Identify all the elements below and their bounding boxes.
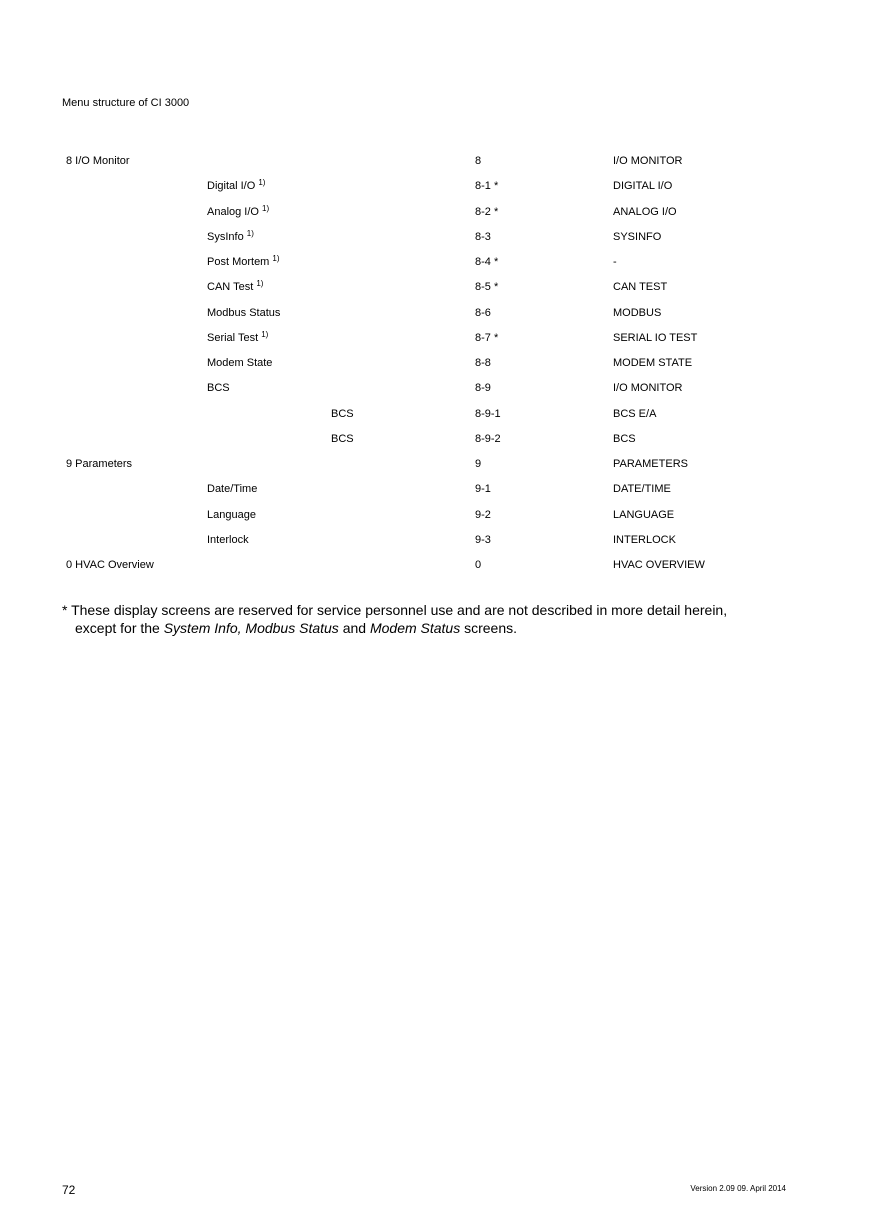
menu-screen-text: DATE/TIME [613, 483, 671, 496]
footnote-marker: 1) [246, 228, 254, 238]
page-number: 72 [62, 1183, 76, 1197]
menu-screen [613, 534, 676, 546]
menu-level2-text: BCS [207, 382, 230, 395]
menu-level3-text: BCS [331, 432, 354, 445]
menu-level2-text: Date/Time [207, 483, 258, 496]
menu-screen-text: MODBUS [613, 306, 662, 319]
menu-screen-text: I/O MONITOR [613, 382, 683, 395]
menu-code [475, 180, 498, 192]
menu-level2-text: Serial Test [207, 331, 259, 344]
menu-level2 [207, 329, 269, 344]
menu-code-text: 9 [475, 458, 482, 470]
menu-screen-text: BCS [613, 432, 636, 445]
menu-code-text: 8 [475, 155, 482, 167]
menu-code [475, 256, 498, 268]
menu-code [475, 231, 491, 243]
menu-screen-text: HVAC OVERVIEW [613, 559, 705, 571]
menu-code-text: 8-8 [475, 357, 491, 369]
menu-code-text: 9-1 [475, 483, 491, 496]
menu-level2 [207, 281, 263, 293]
menu-level3-text: BCS [331, 407, 354, 420]
menu-code [475, 509, 491, 521]
menu-row [0, 150, 870, 175]
menu-code [475, 382, 491, 394]
menu-level2-text: CAN Test [207, 281, 254, 294]
menu-row [0, 302, 870, 327]
menu-screen [613, 307, 661, 319]
menu-code [475, 357, 491, 369]
menu-level2 [207, 180, 265, 192]
menu-code [475, 408, 501, 420]
menu-level2-text: SysInfo [207, 230, 244, 243]
menu-level2-text: Modbus Status [207, 306, 281, 319]
menu-code-text: 8-2 * [475, 205, 499, 218]
menu-level2 [207, 357, 272, 369]
menu-screen-text: PARAMETERS [613, 458, 688, 470]
menu-level2-text: Modem State [207, 357, 273, 369]
menu-code-text: 8-5 * [475, 281, 499, 294]
menu-code [475, 534, 491, 546]
menu-screen [613, 206, 677, 218]
menu-code-text: 8-9 [475, 382, 491, 395]
menu-screen-text: CAN TEST [613, 281, 668, 294]
menu-row [0, 251, 870, 276]
menu-level2 [207, 509, 256, 521]
menu-screen [613, 281, 667, 293]
footnote-suffix: screens. [460, 620, 518, 636]
menu-code-text: 8-6 [475, 306, 491, 319]
menu-screen [613, 180, 672, 192]
menu-row [0, 352, 870, 377]
menu-row [0, 453, 870, 478]
footnote-italic-modem: Modem Status [369, 620, 461, 636]
menu-level3 [331, 408, 354, 420]
menu-level1-text: 8 I/O Monitor [66, 155, 130, 167]
menu-code [475, 483, 491, 495]
menu-screen [613, 483, 671, 495]
menu-screen-text: LANGUAGE [613, 508, 675, 521]
menu-screen-text: DIGITAL I/O [613, 180, 673, 193]
menu-code-text: 0 [475, 559, 482, 571]
menu-row [0, 327, 870, 352]
menu-code-text: 9-3 [475, 533, 491, 546]
menu-structure-table [0, 150, 870, 579]
menu-screen [613, 231, 661, 243]
menu-screen-text: MODEM STATE [613, 357, 693, 369]
menu-code [475, 307, 491, 319]
menu-screen-text: I/O MONITOR [613, 155, 683, 167]
menu-code-text: 8-4 * [475, 256, 499, 268]
menu-screen [613, 509, 674, 521]
menu-level1 [66, 458, 132, 470]
menu-level1 [66, 559, 154, 571]
footnote-and: and [342, 620, 367, 636]
menu-level2 [207, 256, 280, 268]
menu-code-text: 8-9-2 [475, 432, 501, 445]
footnote-marker: 1) [256, 279, 264, 289]
menu-screen [613, 256, 617, 268]
menu-row [0, 504, 870, 529]
menu-code-text: 9-2 [475, 508, 491, 521]
footnote-marker: 1) [272, 254, 280, 263]
menu-level2-text: Digital I/O [207, 180, 256, 193]
menu-screen-text: ANALOG I/O [613, 205, 677, 218]
version-info: Version 2.09 09. April 2014 [690, 1184, 786, 1193]
page-header: Menu structure of CI 3000 [62, 97, 190, 109]
menu-screen [613, 155, 682, 167]
menu-screen-text: - [613, 256, 617, 268]
menu-code-text: 8-1 * [475, 180, 499, 193]
menu-row [0, 554, 870, 579]
menu-level2-text: Analog I/O [207, 205, 259, 218]
menu-screen-text: SERIAL IO TEST [613, 331, 698, 344]
footnote-italic-screens: System Info, Modbus Status [163, 620, 343, 636]
menu-level2 [207, 534, 249, 546]
menu-screen [613, 559, 705, 571]
menu-level2 [207, 228, 254, 243]
footnote-marker: 1) [261, 329, 269, 339]
menu-screen [613, 357, 692, 369]
menu-code [475, 281, 498, 293]
menu-level2 [207, 203, 270, 218]
menu-screen [613, 382, 682, 394]
menu-screen [613, 433, 636, 445]
menu-level2 [207, 307, 280, 319]
menu-row [0, 529, 870, 554]
menu-screen [613, 408, 656, 420]
footnote [62, 601, 822, 637]
menu-screen [613, 458, 688, 470]
menu-code [475, 559, 481, 571]
menu-level2 [207, 382, 230, 394]
footnote-marker: 1) [258, 178, 266, 188]
footnote-prefix: except for the [75, 620, 164, 636]
menu-code-text: 8-9-1 [475, 407, 501, 420]
menu-level1 [66, 155, 130, 167]
menu-code-text: 8-7 * [475, 331, 499, 344]
menu-screen-text: INTERLOCK [613, 533, 676, 546]
menu-row [0, 276, 870, 301]
menu-code-text: 8-3 [475, 230, 491, 243]
menu-code [475, 206, 498, 218]
menu-level3 [331, 433, 354, 445]
menu-row [0, 428, 870, 453]
menu-row [0, 403, 870, 428]
menu-row [0, 226, 870, 251]
menu-code [475, 433, 501, 445]
menu-row [0, 175, 870, 200]
menu-level2 [207, 483, 257, 495]
menu-code [475, 332, 498, 344]
menu-level2-text: Language [207, 508, 256, 521]
menu-screen [613, 332, 697, 344]
menu-level1-text: 0 HVAC Overview [66, 559, 154, 571]
menu-row [0, 201, 870, 226]
menu-row [0, 377, 870, 402]
footnote-line1: * These display screens are reserved for service personnel use and are not described in more detail herein, [62, 602, 728, 618]
menu-level1-text: 9 Parameters [66, 458, 133, 470]
menu-row [0, 478, 870, 503]
menu-screen-text: BCS E/A [613, 407, 657, 420]
menu-level2-text: Interlock [207, 533, 249, 546]
menu-code [475, 155, 481, 167]
footnote-line2 [62, 619, 822, 637]
menu-screen-text: SYSINFO [613, 230, 662, 243]
menu-level2-text: Post Mortem [207, 256, 270, 268]
footnote-marker: 1) [262, 203, 270, 213]
menu-code [475, 458, 481, 470]
